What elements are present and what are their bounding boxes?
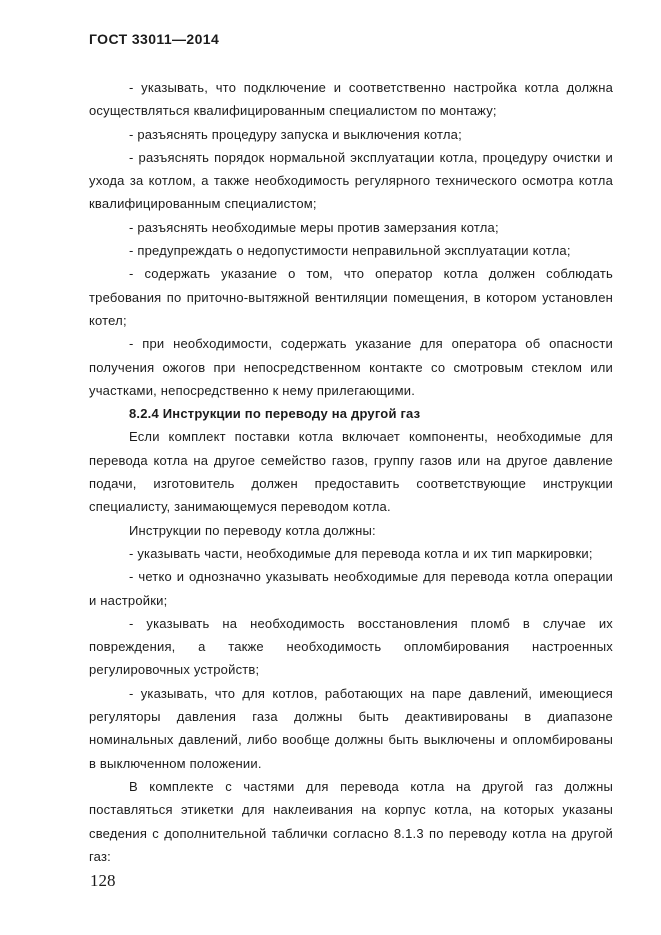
paragraph: - указывать на необходимость восстановления пломб в случае их повреждения, а также необходимость опломбирования настроенных регулировочных устройств; bbox=[89, 615, 613, 678]
paragraph: - разъяснять процедуру запуска и выключения котла; bbox=[129, 126, 462, 142]
paragraph: - разъяснять необходимые меры против замерзания котла; bbox=[129, 219, 499, 235]
paragraph: - разъяснять порядок нормальной эксплуатации котла, процедуру очистки и ухода за котлом, а также необходимость регулярного технического осмотра котла квалифицированным специалистом; bbox=[89, 149, 613, 212]
paragraph: - указывать, что для котлов, работающих на паре давлений, имеющиеся регуляторы давления газа должны быть деактивированы в диапазоне номинальных давлений, либо вообще должны быть выключены и опломбированы в выключенном положении. bbox=[89, 685, 613, 771]
section-heading-8-2-4: 8.2.4 Инструкции по переводу на другой газ bbox=[129, 406, 421, 422]
document-body bbox=[89, 76, 613, 868]
page-number: 128 bbox=[90, 871, 116, 890]
paragraph: Если комплект поставки котла включает компоненты, необходимые для перевода котла на другое семейство газов, группу газов или на другое давление подачи, изготовитель должен предоставить соответствующие инструкции специалисту, занимающемуся переводом котла. bbox=[89, 429, 613, 515]
paragraph: - предупреждать о недопустимости неправильной эксплуатации котла; bbox=[129, 243, 571, 259]
paragraph: - четко и однозначно указывать необходимые для перевода котла операции и настройки; bbox=[89, 569, 613, 608]
paragraph: Инструкции по переводу котла должны: bbox=[129, 522, 376, 538]
paragraph: - указывать, что подключение и соответственно настройка котла должна осуществляться квалифицированным специалистом по монтажу; bbox=[89, 80, 613, 119]
paragraph: В комплекте с частями для перевода котла на другой газ должны поставляться этикетки для наклеивания на корпус котла, на которых указаны сведения с дополнительной таблички согласно 8.1.3 по переводу котла на другой газ: bbox=[89, 778, 613, 864]
paragraph: - при необходимости, содержать указание для оператора об опасности получения ожогов при непосредственном контакте со смотровым стеклом или участками, непосредственно к нему прилегающими. bbox=[89, 336, 613, 398]
paragraph: - содержать указание о том, что оператор котла должен соблюдать требования по приточно-вытяжной вентиляции помещения, в котором установлен котел; bbox=[89, 266, 613, 328]
paragraph: - указывать части, необходимые для перевода котла и их тип маркировки; bbox=[129, 545, 593, 561]
document-header: ГОСТ 33011—2014 bbox=[89, 31, 220, 47]
